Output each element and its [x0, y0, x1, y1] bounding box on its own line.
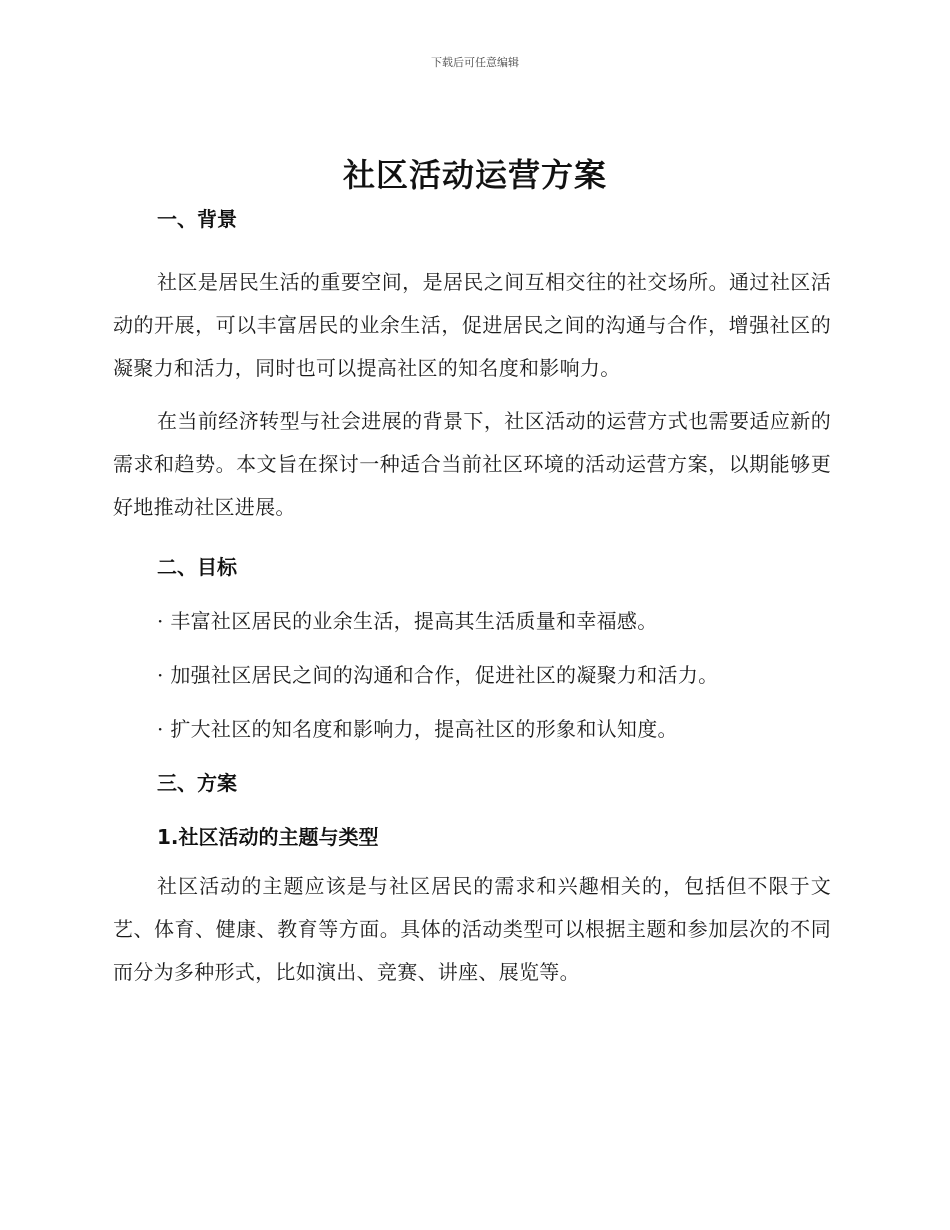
document-body — [113, 203, 831, 994]
section-heading-background: 一、背景 — [157, 207, 237, 231]
section-heading-goals: 二、目标 — [157, 555, 237, 579]
plan-subheading: 1.社区活动的主题与类型 — [157, 825, 379, 849]
document-title: 社区活动运营方案 — [342, 156, 607, 194]
plan-paragraph: 社区活动的主题应该是与社区居民的需求和兴趣相关的，包括但不限于文艺、体育、健康、教育等方面。具体的活动类型可以根据主题和参加层次的不同而分为多种形式，比如演出、竞赛、讲座、展览等。 — [113, 874, 831, 984]
goal-item: · 加强社区居民之间的沟通和合作，促进社区的凝聚力和活力。 — [157, 663, 719, 687]
background-paragraph-2: 在当前经济转型与社会进展的背景下，社区活动的运营方式也需要适应新的需求和趋势。本文旨在探讨一种适合当前社区环境的活动运营方案，以期能够更好地推动社区进展。 — [113, 409, 831, 519]
background-paragraph-1: 社区是居民生活的重要空间，是居民之间互相交往的社交场所。通过社区活动的开展，可以丰富居民的业余生活，促进居民之间的沟通与合作，增强社区的凝聚力和活力，同时也可以提高社区的知名度和影响力。 — [113, 270, 831, 380]
section-heading-plan: 三、方案 — [157, 771, 237, 795]
goal-item: · 扩大社区的知名度和影响力，提高社区的形象和认知度。 — [157, 717, 678, 741]
goal-item: · 丰富社区居民的业余生活，提高其生活质量和幸福感。 — [157, 609, 658, 633]
header-note: 下载后可任意编辑 — [431, 56, 519, 69]
